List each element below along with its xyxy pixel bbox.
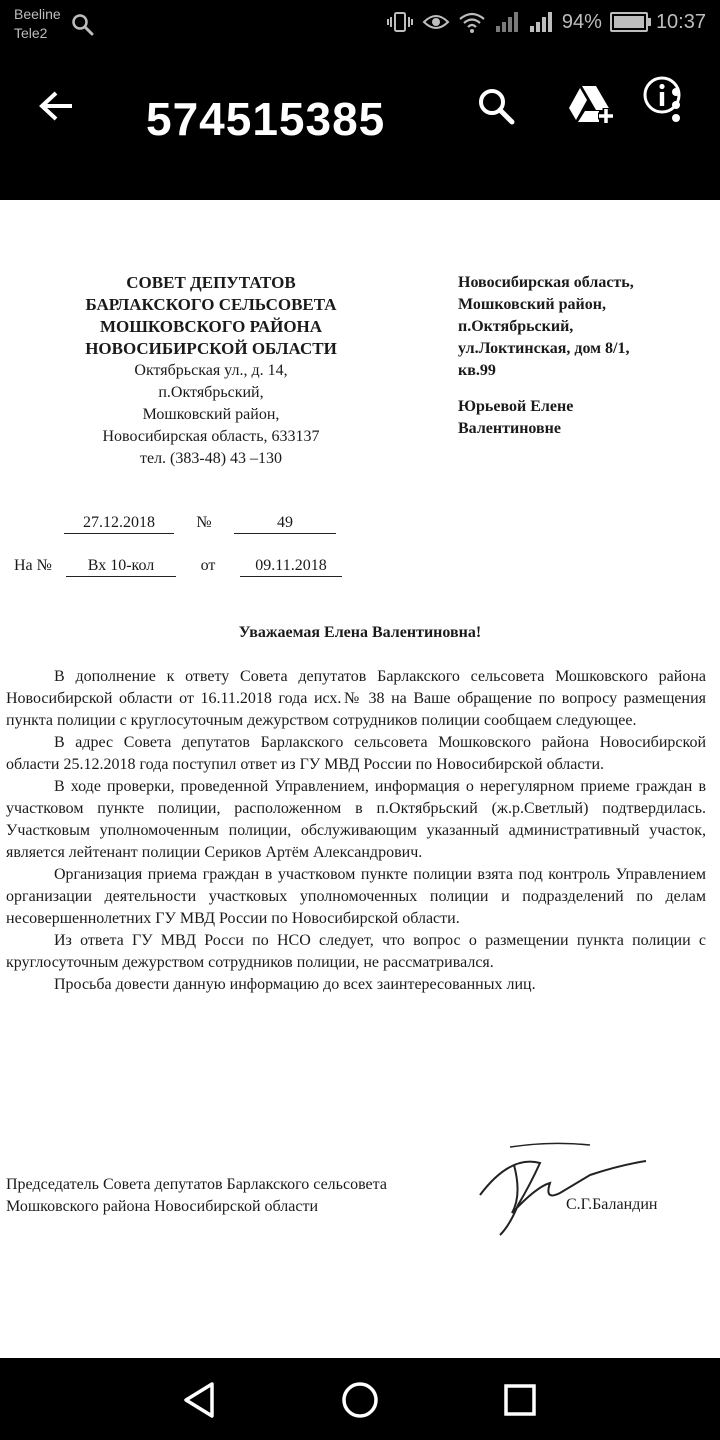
- recipient-address-line: Мошковский район,: [458, 296, 606, 313]
- eye-icon: [422, 10, 450, 34]
- recipient-address-line: ул.Локтинская, дом 8/1,: [458, 340, 630, 357]
- sender-address-line: Октябрьская ул., д. 14,: [134, 362, 288, 379]
- carrier-2: Tele2: [14, 25, 48, 41]
- navigation-bar: [0, 1358, 720, 1440]
- sender-block: [52, 272, 370, 470]
- document-page: [0, 200, 720, 1358]
- sender-address-line: Новосибирская область, 633137: [102, 428, 320, 445]
- outgoing-date: 27.12.2018: [64, 514, 174, 534]
- carrier-1: Beeline: [14, 6, 61, 22]
- signal-icon: [528, 10, 554, 34]
- signal-icon: [494, 10, 520, 34]
- status-icons: [386, 10, 706, 34]
- battery-percent: 94%: [561, 10, 602, 33]
- letter-paragraph: Организация приема граждан в участковом пункте полиции взята под контроль Управлением организации деятельности участковых уполномоченных полиции и подразделений по делам несовершеннолетних ГУ МВД России по Новосибирской области.: [6, 866, 706, 927]
- sender-name-line: БАРЛАКСКОГО СЕЛЬСОВЕТА: [85, 295, 337, 314]
- status-bar: [0, 0, 720, 48]
- recipient-address-line: кв.99: [458, 362, 496, 379]
- battery-fill: [614, 16, 644, 28]
- handwritten-signature: [470, 1135, 650, 1245]
- recipient-address-line: п.Октябрьский,: [458, 318, 574, 335]
- letter-paragraph: Просьба довести данную информацию до всех заинтересованных лиц.: [54, 976, 536, 993]
- incoming-ref: [14, 557, 342, 577]
- outgoing-number: 49: [234, 514, 336, 534]
- recipient-name-line: Валентиновне: [458, 420, 561, 437]
- recipient-name-line: Юрьевой Елене: [458, 398, 574, 415]
- incoming-number: Вх 10-кол: [66, 557, 176, 577]
- letter-paragraph: Из ответа ГУ МВД Росси по НСО следует, что вопрос о размещении пункта полиции с круглосуточным дежурством сотрудников полиции, не рассматривался.: [6, 932, 706, 971]
- search-icon: [70, 12, 94, 36]
- sender-address-line: п.Октябрьский,: [158, 384, 264, 401]
- sender-name-line: НОВОСИБИРСКОЙ ОБЛАСТИ: [85, 339, 337, 358]
- battery-icon: [610, 12, 648, 32]
- wifi-icon: [458, 10, 486, 34]
- back-triangle-icon[interactable]: [176, 1376, 224, 1424]
- app-bar: [0, 48, 720, 200]
- recipient-address-line: Новосибирская область,: [458, 274, 634, 291]
- signer-title: [6, 1174, 387, 1218]
- file-title: 574515385: [146, 93, 386, 145]
- more-vert-icon[interactable]: [662, 84, 690, 128]
- carrier-labels: [14, 5, 61, 43]
- number-label: №: [196, 514, 212, 531]
- incoming-date: 09.11.2018: [240, 557, 342, 577]
- from-label: от: [200, 557, 216, 574]
- sender-address-line: Мошковский район,: [142, 406, 280, 423]
- salutation: Уважаемая Елена Валентиновна!: [238, 624, 482, 641]
- letter-paragraph: В ходе проверки, проведенной Управлением, информация о нерегулярном приеме граждан в участковом пункте полиции, расположенном в п.Октябрьский (ж.р.Светлый) подтвердилась. Участковым уполномоченным полиции, обслуживающим указанный административный участок, является лейтенант полиции Сериков Артём Александрович.: [6, 778, 706, 861]
- back-button[interactable]: [34, 84, 78, 128]
- letter-paragraph: В адрес Совета депутатов Барлакского сельсовета Мошковского района Новосибирской области 25.12.2018 года поступил ответ из ГУ МВД России по Новосибирской области.: [6, 734, 706, 773]
- outgoing-ref: [64, 514, 336, 534]
- vibrate-icon: [386, 10, 414, 34]
- signer-title-line: Председатель Совета депутатов Барлакского сельсовета: [6, 1176, 387, 1193]
- signer-title-line: Мошковского района Новосибирской области: [6, 1198, 318, 1215]
- in-reply-label: На №: [14, 557, 52, 574]
- clock: 10:37: [655, 10, 706, 33]
- back-arrow-icon: [38, 90, 74, 122]
- google-drive-add-icon[interactable]: [566, 82, 616, 126]
- home-circle-icon[interactable]: [336, 1376, 384, 1424]
- sender-name-line: СОВЕТ ДЕПУТАТОВ: [126, 273, 296, 292]
- recents-square-icon[interactable]: [496, 1376, 544, 1424]
- signer-name: С.Г.Баландин: [566, 1196, 658, 1213]
- letter-paragraph: В дополнение к ответу Совета депутатов Барлакского сельсовета Мошковского района Новосибирской области от 16.11.2018 года исх.№ 38 на Ваше обращение по вопросу размещения пункта полиции с круглосуточным дежурством сотрудников полиции сообщаем следующее.: [6, 668, 706, 729]
- letter-body: [6, 666, 706, 996]
- sender-phone: тел. (383-48) 43 –130: [139, 450, 283, 467]
- sender-name-line: МОШКОВСКОГО РАЙОНА: [99, 317, 323, 336]
- recipient-block: [458, 272, 708, 440]
- search-icon[interactable]: [474, 84, 518, 128]
